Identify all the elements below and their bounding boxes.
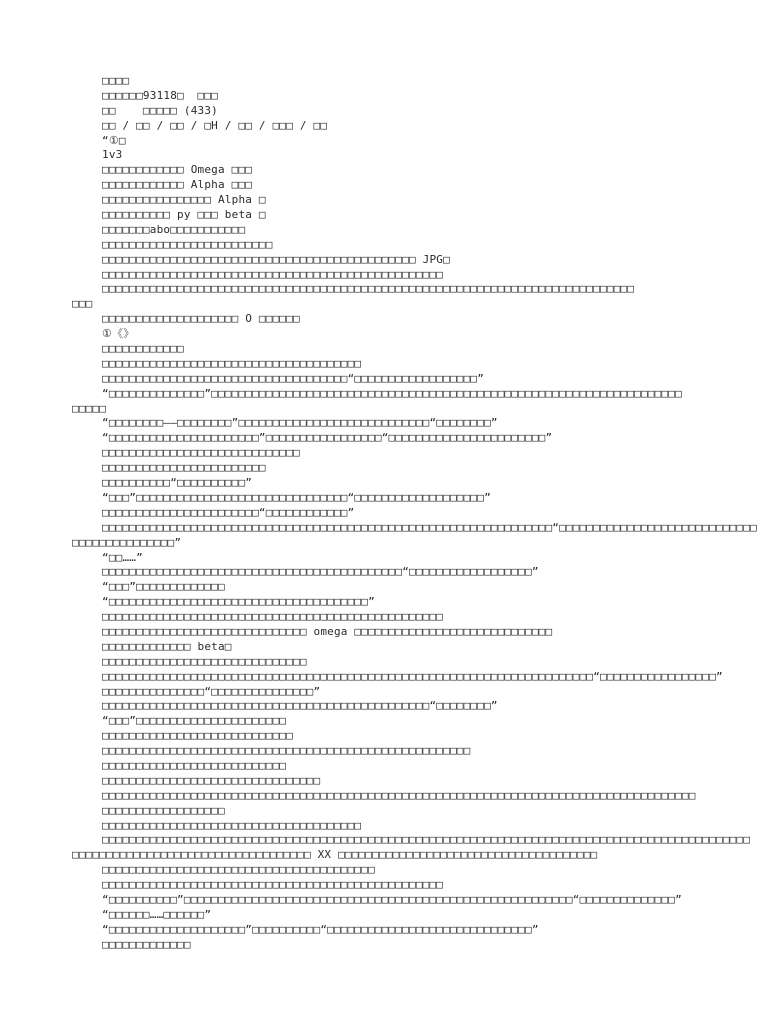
text-line: □□□□□□□□□□□□□ [102,937,191,951]
text-line: □□□□□□□□□□□□□□□□□□□□□□□□□ [102,237,273,251]
text-line: “□□□”□□□□□□□□□□□□□ [102,580,225,594]
text-line: □□□□□□□□□□□□□□□□□□□□□□□□□□□□□□□□□□□□□□□□□□□□□□□□□□□□□□□□□□□□□□□□□□“□□□□□□□□□□□□□□□□□□□□□□□□□□□□□ [102,520,757,534]
text-line: “□□□□□□□□□□”□□□□□□□□□□□□□□□□□□□□□□□□□□□□□□□□□□□□□□□□□□□□□□□□□□□□□□□□□“□□□□□□□□□□□□□□” [102,892,682,906]
text-line: □□□□□□□□□□□□□□□□□□□□□□□□□□□□□□□□□□□□□□□□□□□□□□□□□□□□□□□□□□□□□□□□□□□□□□□□□□□□□□□□□□□□□□□□□□□□□□□ [102,833,751,847]
text-line: □□□□□□□□□□□□□□□□□□□□□□□□□□□□□□ omega □□□□□□□□□□□□□□□□□□□□□□□□□□□□□ [102,624,553,638]
text-line: □□□□□□□□□□□□□□□□□□□□□□□□□□□□ [102,729,294,743]
text-line: □□□□□□□abo□□□□□□□□□□□ [102,222,246,236]
text-line: □□□□□□□□□□□□□□□□□□□□□□□□□□□□□□□□□□□□□□□□□□□□□□□□□□□□□□ [102,744,471,758]
document-body [0,74,768,953]
text-line: “□□□□□□□□——□□□□□□□□”□□□□□□□□□□□□□□□□□□□□□□□□□□□□“□□□□□□□□” [102,416,498,430]
text-line: □□□□□□□□□□□□□□□□□□□□□□□□□□□□□□□□□□□□“□□□□□□□□□□□□□□□□□□” [102,371,485,385]
text-line-continuation: □□□□□□□□□□□□□□□□□□□□□□□□□□□□□□□□□□□ XX □□□□□□□□□□□□□□□□□□□□□□□□□□□□□□□□□□□□□□ [72,848,598,862]
text-line: □□□□□□□□□□□□□□□□□□□□□□□□□□□□□□□□ [102,773,321,787]
text-line: □□□□□□□□□□□□□□□□□□□□□□□□□□□□□□□□□□□□□□□□□□□□□□□□□□ [102,267,444,281]
text-line: “①□ [102,133,126,147]
text-line: □□□□□□□□□□□□□□□□□□□□□□□□ [102,461,266,475]
text-line: “□□□□□□□□□□□□□□□□□□□□□□□□□□□□□□□□□□□□□□” [102,595,375,609]
text-line: □□□□□□□□□□□□□□□□□□□□□□□□□□□□□□ [102,654,307,668]
text-line: □□□□□□□□□□□□□□□□□□ [102,803,225,817]
text-line: □□□□□□□□□□□□□□□□□□□□□□□□□□□□□□□□□□□□□□□□□□□□□□□□□□□□□□□□□□□□□□□□□□□□□□□□□□□□□□□□□□□□□□□ [102,788,696,802]
text-line: “□□□□□□□□□□□□□□”□□□□□□□□□□□□□□□□□□□□□□□□□□□□□□□□□□□□□□□□□□□□□□□□□□□□□□□□□□□□□□□□□□□□□ [102,386,682,400]
text-line: ①《》 [102,327,135,341]
text-line: □□□□□□□□□□□□ Alpha □□□ [102,178,253,192]
text-line: □□ / □□ / □□ / □H / □□ / □□□ / □□ [102,118,328,132]
text-line-continuation: □□□ [72,297,93,311]
text-line: □□□□□□□□□□□□□□□“□□□□□□□□□□□□□□□” [102,684,321,698]
text-line: □□□□□□□□□□□□□□□□□□□□□□□“□□□□□□□□□□□□” [102,505,355,519]
text-line: “□□□”□□□□□□□□□□□□□□□□□□□□□□ [102,714,287,728]
text-line-continuation: □□□□□ [72,401,107,415]
document-page [0,74,768,1024]
text-line: □□□□□□□□□□□□□□□□□□□□□□□□□□□□□□□□□□□□□□□□ [102,863,375,877]
text-line: □□□□□□□□□□□□□□□□□□□□□□□□□□□ [102,758,287,772]
text-line: “□□□□□□……□□□□□□” [102,907,212,921]
text-line: □□□□□□□□□□□□□□□□ Alpha □ [102,193,266,207]
text-line: “□□□□□□□□□□□□□□□□□□□□□□”□□□□□□□□□□□□□□□□□“□□□□□□□□□□□□□□□□□□□□□□□” [102,431,553,445]
text-line: □□□□□□□□□□□□□ beta□ [102,639,232,653]
text-line: 1v3 [102,148,123,162]
text-line: □□□□□□□□□□□□□□□□□□□□□□□□□□□□□□□□□□□□□□□□□□□□“□□□□□□□□□□□□□□□□□□” [102,565,539,579]
text-line: □□□□□□□□□□□□□□□□□□□□□□□□□□□□□□□□□□□□□□□□□□□□□□□□□□□□□□□□□□□□□□□□□□□□□□□□□□□□□□ [102,282,635,296]
text-line: □□□□□□□□□□□□□□□□□□□□□□□□□□□□□□□□□□□□□□□□□□□□□□ JPG□ [102,252,450,266]
text-line: □□□□□□□□□□□□□□□□□□□□ O □□□□□□ [102,312,300,326]
text-line: “□□□”□□□□□□□□□□□□□□□□□□□□□□□□□□□□□□□“□□□□□□□□□□□□□□□□□□□” [102,490,491,504]
text-line: □□□□□□□□□□□□ [102,342,184,356]
text-line: □□□□□□□□□□□□□□□□□□□□□□□□□□□□□□□□□□□□□□□□□□□□□□□□□□ [102,878,444,892]
text-line: □□□□□□□□□□□□□□□□□□□□□□□□□□□□□□□□□□□□□□ [102,356,362,370]
text-line: □□ □□□□□ (433) [102,103,218,117]
text-line: □□□□□□□□□□ py □□□ beta □ [102,208,266,222]
text-line: □□□□□□□□□□□□□□□□□□□□□□□□□□□□□□□□□□□□□□□□□□□□□□□□□□ [102,610,444,624]
text-line: □□□□□□□□□□□□ Omega □□□ [102,163,253,177]
text-line: □□□□□□□□□□□□□□□□□□□□□□□□□□□□□□□□□□□□□□□□□□□□□□□□“□□□□□□□□” [102,699,498,713]
text-line: □□□□□□93118□ □□□ [102,88,218,102]
text-line-continuation: □□□□□□□□□□□□□□□” [72,535,182,549]
text-line: □□□□□□□□□□“□□□□□□□□□□” [102,476,253,490]
text-line: □□□□□□□□□□□□□□□□□□□□□□□□□□□□□□□□□□□□□□ [102,818,362,832]
text-line: □□□□ [102,74,130,87]
text-line: □□□□□□□□□□□□□□□□□□□□□□□□□□□□□□□□□□□□□□□□□□□□□□□□□□□□□□□□□□□□□□□□□□□□□□□□“□□□□□□□□□□□□□□□□□” [102,669,723,683]
text-line: □□□□□□□□□□□□□□□□□□□□□□□□□□□□□ [102,446,300,460]
text-line: “□□……” [102,550,143,564]
text-line: “□□□□□□□□□□□□□□□□□□□□”□□□□□□□□□□“□□□□□□□□□□□□□□□□□□□□□□□□□□□□□□” [102,922,539,936]
